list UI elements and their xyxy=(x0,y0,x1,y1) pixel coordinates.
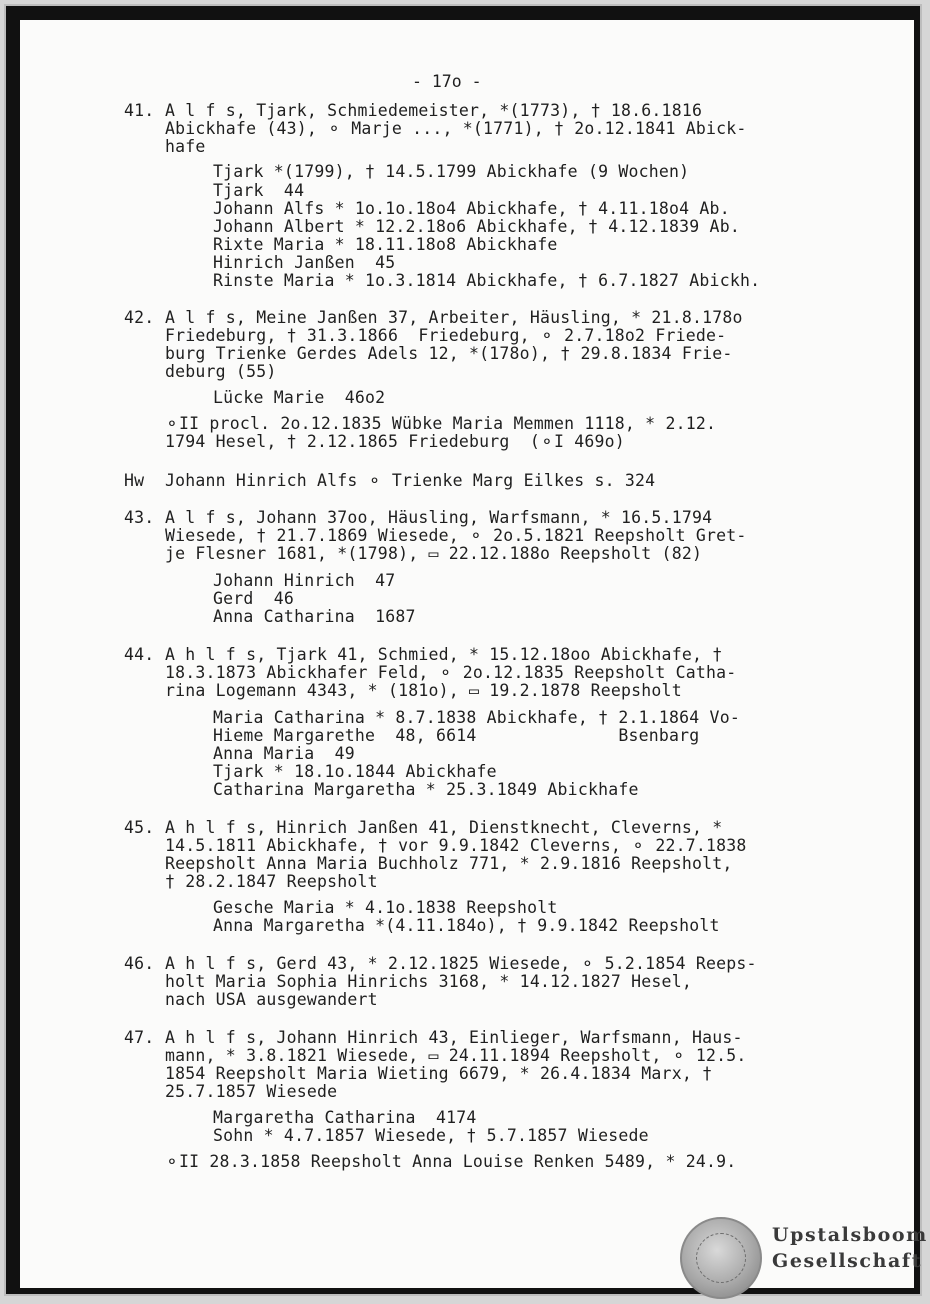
text-line: Tjark * 18.1o.1844 Abickhafe xyxy=(213,762,497,781)
text-line: Gerd 46 xyxy=(213,589,295,608)
text-line: Anna Maria 49 xyxy=(213,744,355,763)
text-line: nach USA ausgewandert xyxy=(165,990,378,1009)
text-line: Maria Catharina * 8.7.1838 Abickhafe, † 2.1.1864 Vo- xyxy=(213,708,740,727)
text-line: A h l f s, Johann Hinrich 43, Einlieger, Warfsmann, Haus- xyxy=(165,1028,743,1047)
entry-number: 47. xyxy=(124,1028,155,1047)
society-name-line-2: Gesellschaft xyxy=(772,1250,923,1272)
text-line: A h l f s, Hinrich Janßen 41, Dienstknecht, Cleverns, * xyxy=(165,818,723,837)
society-name-line-1: Upstalsboom xyxy=(772,1224,928,1246)
text-line: je Flesner 1681, *(1798), ▭ 22.12.188o Reepsholt (82) xyxy=(165,544,703,563)
text-line: Hinrich Janßen 45 xyxy=(213,253,396,272)
text-line: Wiesede, † 21.7.1869 Wiesede, ⚬ 2o.5.1821 Reepsholt Gret- xyxy=(165,526,747,545)
text-line: Anna Catharina 1687 xyxy=(213,607,416,626)
text-line: Rinste Maria * 1o.3.1814 Abickhafe, † 6.7.1827 Abickh. xyxy=(213,271,761,290)
text-line: Johann Alfs * 1o.1o.18o4 Abickhafe, † 4.11.18o4 Ab. xyxy=(213,199,730,218)
text-line: Tjark 44 xyxy=(213,181,305,200)
text-line: Abickhafe (43), ⚬ Marje ..., *(1771), † 2o.12.1841 Abick- xyxy=(165,119,747,138)
text-line: Gesche Maria * 4.1o.1838 Reepsholt xyxy=(213,898,558,917)
text-line: Lücke Marie 46o2 xyxy=(213,388,386,407)
text-line: 18.3.1873 Abickhafer Feld, ⚬ 2o.12.1835 Reepsholt Catha- xyxy=(165,663,737,682)
text-line: Anna Margaretha *(4.11.184o), † 9.9.1842 Reepsholt xyxy=(213,916,720,935)
entry-number: Hw xyxy=(124,471,145,490)
text-line: holt Maria Sophia Hinrichs 3168, * 14.12.1827 Hesel, xyxy=(165,972,692,991)
text-line: A h l f s, Tjark 41, Schmied, * 15.12.18oo Abickhafe, † xyxy=(165,645,723,664)
text-line: burg Trienke Gerdes Adels 12, *(178o), † 29.8.1834 Frie- xyxy=(165,344,733,363)
text-line: Johann Hinrich 47 xyxy=(213,571,396,590)
text-line: A l f s, Johann 37oo, Häusling, Warfsmann, * 16.5.1794 xyxy=(165,508,713,527)
document-page xyxy=(20,20,928,1288)
page-number: - 17o - xyxy=(412,72,482,91)
entry-number: 43. xyxy=(124,508,155,527)
text-line: A l f s, Tjark, Schmiedemeister, *(1773), † 18.6.1816 xyxy=(165,101,703,120)
text-line: mann, * 3.8.1821 Wiesede, ▭ 24.11.1894 Reepsholt, ⚬ 12.5. xyxy=(165,1046,747,1065)
text-line: 1794 Hesel, † 2.12.1865 Friedeburg (⚬I 469o) xyxy=(165,432,625,451)
text-line: Johann Albert * 12.2.18o6 Abickhafe, † 4.12.1839 Ab. xyxy=(213,217,740,236)
text-line: Sohn * 4.7.1857 Wiesede, † 5.7.1857 Wiesede xyxy=(213,1126,649,1145)
text-line: ⚬II 28.3.1858 Reepsholt Anna Louise Renken 5489, * 24.9. xyxy=(165,1152,737,1171)
entry-number: 46. xyxy=(124,954,155,973)
text-line: A l f s, Meine Janßen 37, Arbeiter, Häusling, * 21.8.178o xyxy=(165,308,743,327)
text-line: hafe xyxy=(165,137,206,156)
text-line: A h l f s, Gerd 43, * 2.12.1825 Wiesede, ⚬ 5.2.1854 Reeps- xyxy=(165,954,757,973)
text-line: Johann Hinrich Alfs ⚬ Trienke Marg Eilkes s. 324 xyxy=(165,471,656,490)
text-line: Catharina Margaretha * 25.3.1849 Abickhafe xyxy=(213,780,639,799)
entry-number: 45. xyxy=(124,818,155,837)
text-line: Friedeburg, † 31.3.1866 Friedeburg, ⚬ 2.7.18o2 Friede- xyxy=(165,326,727,345)
entry-number: 44. xyxy=(124,645,155,664)
society-seal-icon xyxy=(680,1217,762,1299)
text-line: 1854 Reepsholt Maria Wieting 6679, * 26.4.1834 Marx, † xyxy=(165,1064,713,1083)
entry-number: 41. xyxy=(124,101,155,120)
document-frame xyxy=(4,4,928,1296)
text-line: Tjark *(1799), † 14.5.1799 Abickhafe (9 Wochen) xyxy=(213,162,690,181)
text-line: Rixte Maria * 18.11.18o8 Abickhafe xyxy=(213,235,558,254)
text-line: Reepsholt Anna Maria Buchholz 771, * 2.9.1816 Reepsholt, xyxy=(165,854,733,873)
text-line: 14.5.1811 Abickhafe, † vor 9.9.1842 Cleverns, ⚬ 22.7.1838 xyxy=(165,836,747,855)
text-line: Hieme Margarethe 48, 6614 Bsenbarg xyxy=(213,726,700,745)
entry-number: 42. xyxy=(124,308,155,327)
text-line: † 28.2.1847 Reepsholt xyxy=(165,872,378,891)
text-line: ⚬II procl. 2o.12.1835 Wübke Maria Memmen 1118, * 2.12. xyxy=(165,414,717,433)
text-line: Margaretha Catharina 4174 xyxy=(213,1108,477,1127)
text-line: 25.7.1857 Wiesede xyxy=(165,1082,338,1101)
text-line: rina Logemann 4343, * (181o), ▭ 19.2.1878 Reepsholt xyxy=(165,681,682,700)
text-line: deburg (55) xyxy=(165,362,277,381)
